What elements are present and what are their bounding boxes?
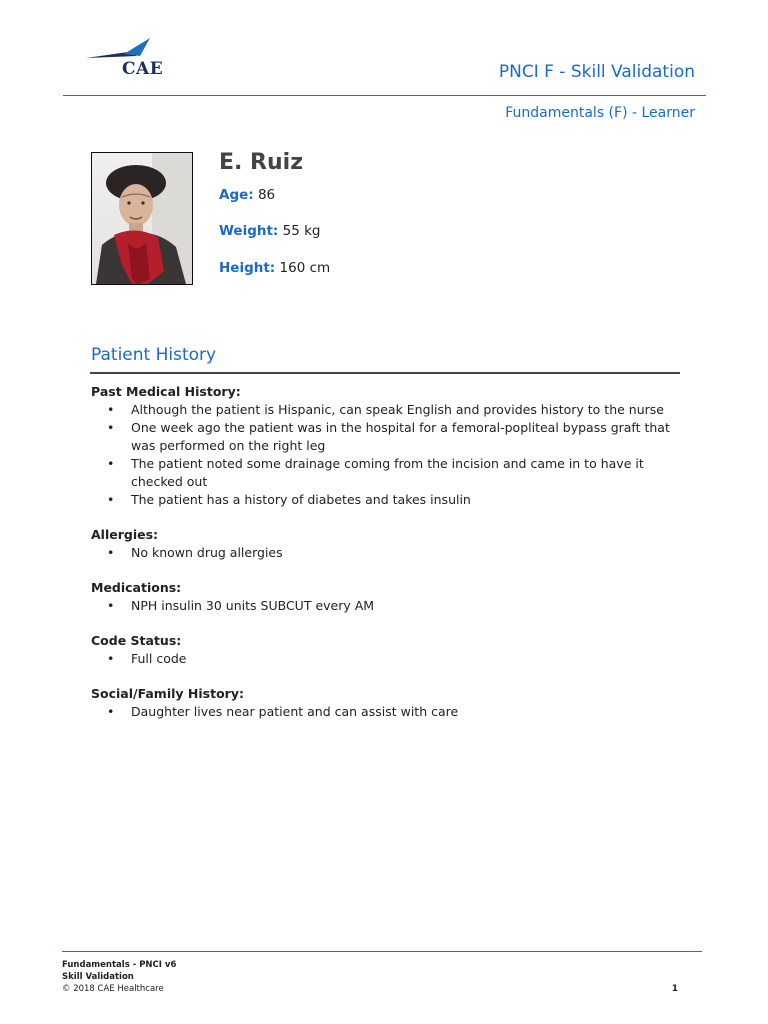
list-item: • Daughter lives near patient and can assist with care: [91, 703, 671, 721]
group-title: Allergies:: [91, 527, 159, 542]
footer-divider: [62, 951, 702, 952]
patient-age: [219, 187, 275, 203]
bullet-list: [91, 703, 671, 721]
patient-history: [91, 383, 671, 738]
allergies: [91, 526, 671, 562]
footer-copyright: © 2018 CAE Healthcare: [62, 984, 164, 994]
patient-photo: [91, 152, 193, 285]
social-family-history: [91, 685, 671, 721]
group-title: Medications:: [91, 580, 182, 595]
bullet-list: [91, 401, 671, 509]
group-title: Code Status:: [91, 633, 182, 648]
weight-value: 55 kg: [282, 223, 321, 239]
document-subtitle: Fundamentals (F) - Learner: [505, 105, 695, 121]
document-title: PNCI F - Skill Validation: [498, 62, 695, 82]
bullet-list: [91, 597, 671, 615]
list-item: • Although the patient is Hispanic, can speak English and provides history to the nurse: [91, 401, 671, 419]
age-value: 86: [257, 187, 276, 203]
patient-weight: [219, 223, 320, 239]
medications: [91, 579, 671, 615]
bullet-list: [91, 650, 671, 668]
list-item: • The patient has a history of diabetes and takes insulin: [91, 491, 671, 509]
list-item: • One week ago the patient was in the hospital for a femoral-popliteal bypass graft that was performed on the right leg: [91, 419, 671, 455]
weight-label: Weight:: [219, 223, 279, 239]
code-status: [91, 632, 671, 668]
height-value: 160 cm: [279, 260, 331, 276]
footer-course: Fundamentals - PNCI v6: [62, 960, 177, 970]
footer: [62, 959, 176, 995]
group-title: Past Medical History:: [91, 384, 241, 399]
page-number: 1: [671, 984, 678, 994]
list-item: • No known drug allergies: [91, 544, 671, 562]
footer-module: Skill Validation: [62, 972, 134, 982]
bullet-list: [91, 544, 671, 562]
list-item: • NPH insulin 30 units SUBCUT every AM: [91, 597, 671, 615]
group-title: Social/Family History:: [91, 686, 244, 701]
age-label: Age:: [219, 187, 254, 203]
section-heading-patient-history: Patient History: [91, 345, 217, 365]
patient-name: E. Ruiz: [219, 150, 303, 175]
height-label: Height:: [219, 260, 276, 276]
section-divider: [90, 372, 680, 374]
past-medical-history: [91, 383, 671, 509]
patient-height: [219, 260, 330, 276]
list-item: • The patient noted some drainage coming from the incision and came in to have it checked out: [91, 455, 671, 491]
list-item: • Full code: [91, 650, 671, 668]
cae-logo: [84, 36, 168, 82]
logo-text: CAE: [122, 59, 164, 79]
header-divider: [63, 95, 706, 96]
